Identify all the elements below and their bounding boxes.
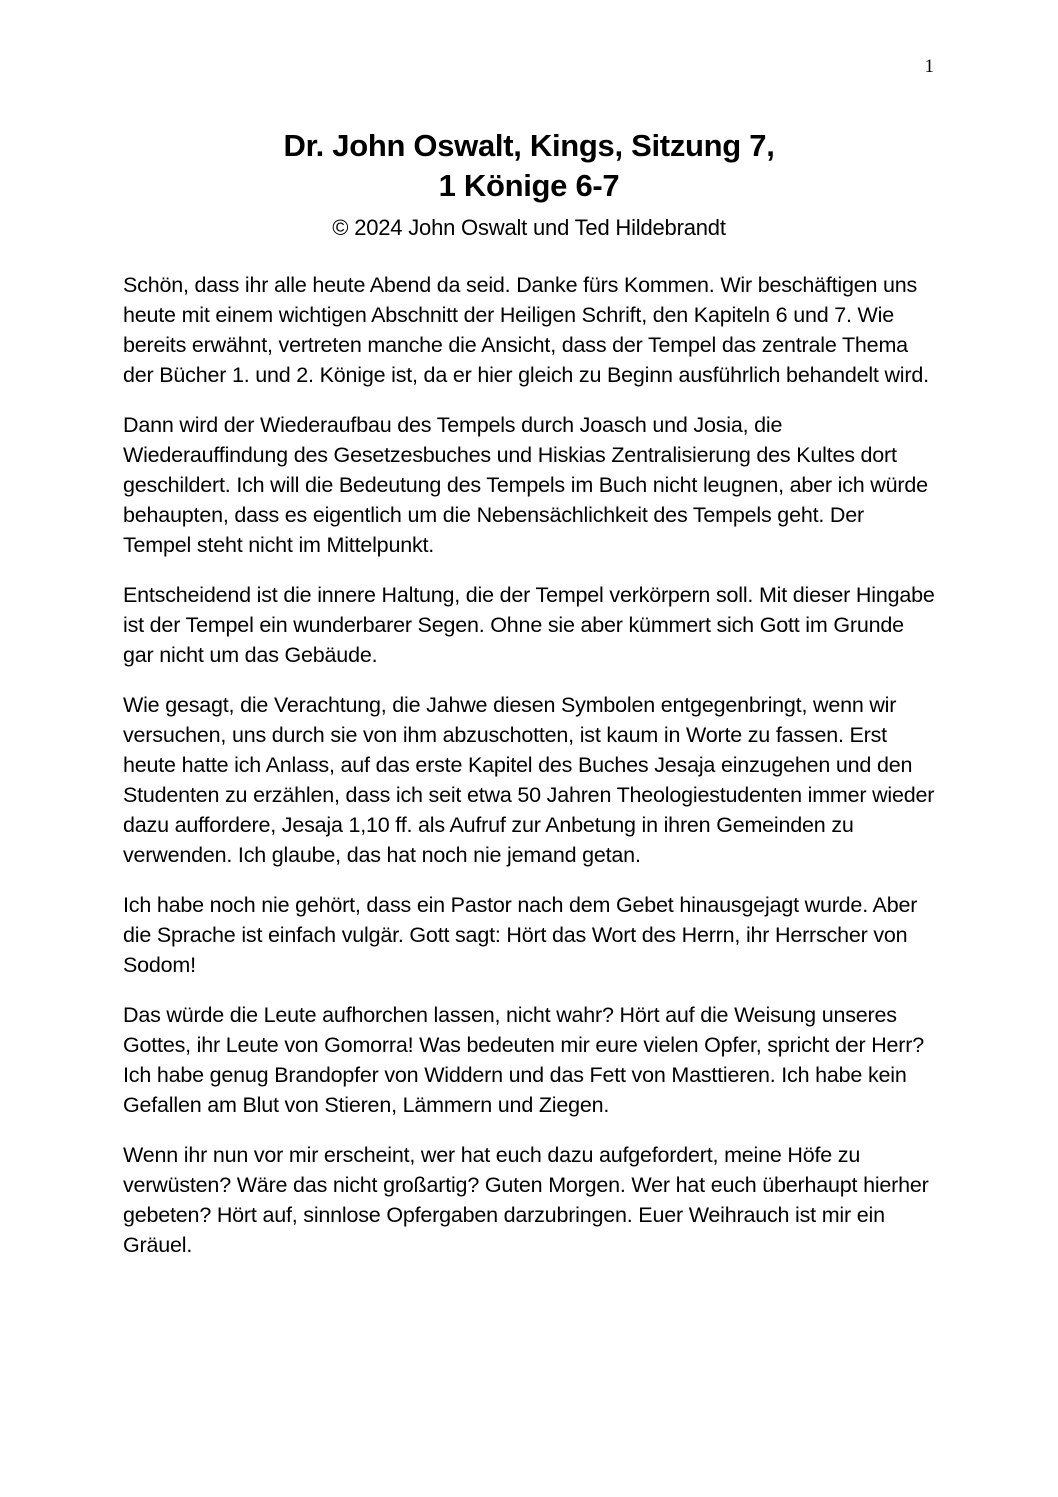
title-line-1: Dr. John Oswalt, Kings, Sitzung 7, — [283, 128, 775, 163]
page-number: 1 — [924, 56, 934, 77]
paragraph: Das würde die Leute aufhorchen lassen, nicht wahr? Hört auf die Weisung unseres Gottes, ihr Leute von Gomorra! Was bedeuten mir eure vielen Opfer, spricht der Herr? Ich habe genug Brandopfer von Widdern und das Fett von Masttieren. Ich habe kein Gefallen am Blut von Stieren, Lämmern und Ziegen. — [123, 1003, 924, 1117]
title-line-2: 1 Könige 6-7 — [438, 168, 620, 203]
paragraph: Schön, dass ihr alle heute Abend da seid. Danke fürs Kommen. Wir beschäftigen uns heute mit einem wichtigen Abschnitt der Heiligen Schrift, den Kapiteln 6 und 7. Wie bereits erwähnt, vertreten manche die Ansicht, dass der Tempel das zentrale Thema der Bücher 1. und 2. Könige ist, da er hier gleich zu Beginn ausführlich behandelt wird. — [123, 273, 929, 387]
paragraph: Entscheidend ist die innere Haltung, die der Tempel verkörpern soll. Mit dieser Hingabe ist der Tempel ein wunderbarer Segen. Ohne sie aber kümmert sich Gott im Grunde gar nicht um das Gebäude. — [123, 583, 935, 667]
paragraph: Dann wird der Wiederaufbau des Tempels durch Joasch und Josia, die Wiederauffindung des Gesetzesbuches und Hiskias Zentralisierung des Kultes dort geschildert. Ich will die Bedeutung des Tempels im Buch nicht leugnen, aber ich würde behaupten, dass es eigentlich um die Nebensächlichkeit des Tempels geht. Der Tempel steht nicht im Mittelpunkt. — [123, 413, 928, 557]
body-text — [123, 270, 935, 1260]
paragraph: Wenn ihr nun vor mir erscheint, wer hat euch dazu aufgefordert, meine Höfe zu verwüsten? Wäre das nicht großartig? Guten Morgen. Wer hat euch überhaupt hierher gebeten? Hört auf, sinnlose Opfergaben darzubringen. Euer Weihrauch ist mir ein Gräuel. — [123, 1143, 929, 1257]
document-title — [123, 126, 935, 206]
copyright-line: © 2024 John Oswalt und Ted Hildebrandt — [332, 215, 726, 240]
paragraph: Ich habe noch nie gehört, dass ein Pastor nach dem Gebet hinausgejagt wurde. Aber die Sprache ist einfach vulgär. Gott sagt: Hört das Wort des Herrn, ihr Herrscher von Sodom! — [123, 893, 918, 977]
paragraph: Wie gesagt, die Verachtung, die Jahwe diesen Symbolen entgegenbringt, wenn wir versuchen, uns durch sie von ihm abzuschotten, ist kaum in Worte zu fassen. Erst heute hatte ich Anlass, auf das erste Kapitel des Buches Jesaja einzugehen und den Studenten zu erzählen, dass ich seit etwa 50 Jahren Theologiestudenten immer wieder dazu auffordere, Jesaja 1,10 ff. als Aufruf zur Anbetung in ihren Gemeinden zu verwenden. Ich glaube, das hat noch nie jemand getan. — [123, 693, 935, 867]
